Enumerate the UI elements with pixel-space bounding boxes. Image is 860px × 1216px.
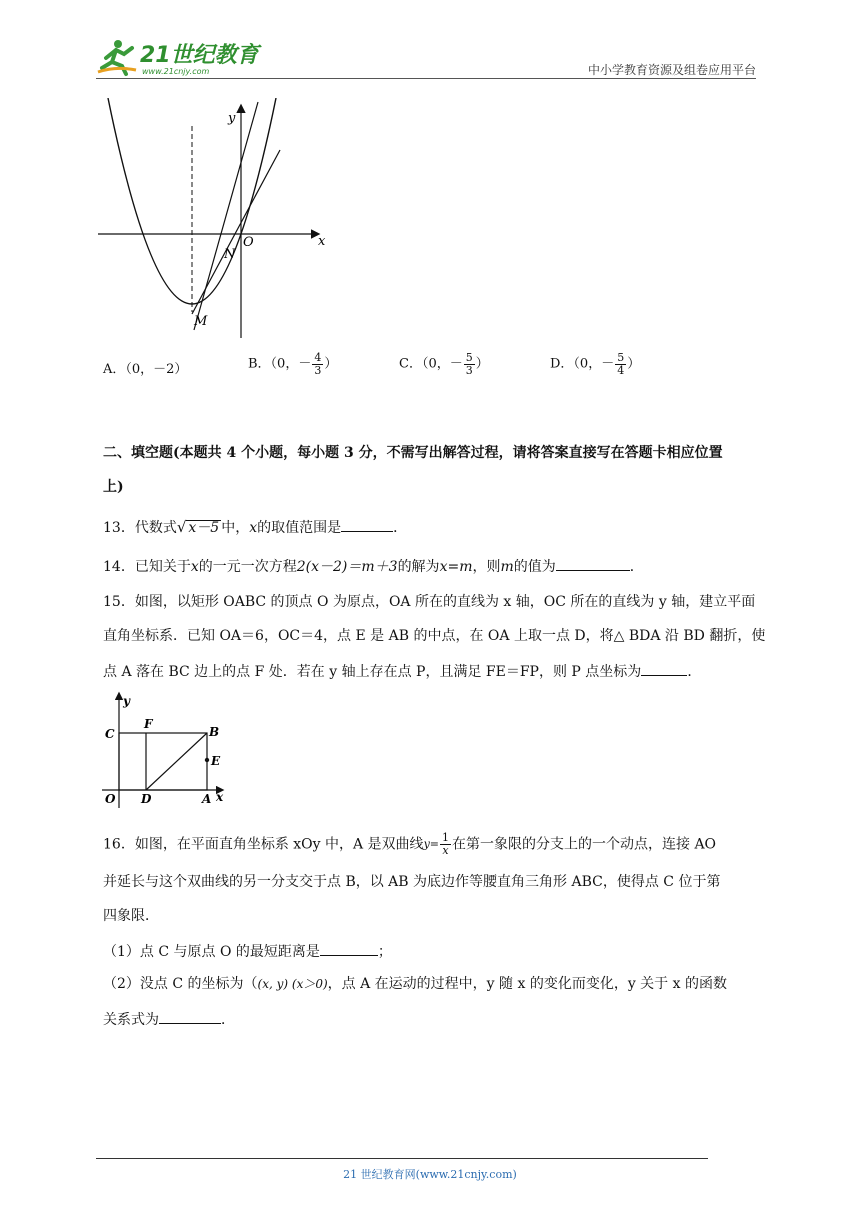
answer-blank-15 xyxy=(641,661,687,676)
answer-blank-13 xyxy=(341,517,393,532)
question-13: 13．代数式√ x－5 中，x的取值范围是 ． xyxy=(103,518,408,536)
site-logo xyxy=(96,36,266,80)
rectangle-figure xyxy=(100,690,230,810)
option-d: D．（0，－ $\frac{5}{4}$ ） xyxy=(550,351,641,377)
svg-text:www.21cnjy.com: www.21cnjy.com xyxy=(142,67,210,76)
svg-text:E: E xyxy=(211,754,221,768)
section-title-fill-in: 二、填空题(本题共 4 个小题，每小题 3 分，不需写出解答过程，请将答案直接写在答题卡相应位置 xyxy=(103,445,723,461)
question-14: 14．已知关于x的一元一次方程2(x－2)＝m＋3的解为x=m，则m的值为 ． xyxy=(103,556,644,576)
fig1-m-label: M xyxy=(194,314,208,329)
svg-text:F: F xyxy=(144,717,153,731)
parabola-figure xyxy=(96,98,336,342)
question-16-line3: 四象限． xyxy=(103,908,159,924)
svg-text:O: O xyxy=(105,792,116,806)
answer-blank-16-1 xyxy=(320,941,378,956)
svg-text:21世纪教育: 21世纪教育 xyxy=(140,43,259,68)
question-16-line1: 16．如图，在平面直角坐标系 xOy 中，A 是双曲线y= $\frac{1}{x}$ 在第一象限的分支上的一个动点，连接 AO xyxy=(103,831,717,857)
fig1-origin-label: O xyxy=(243,235,254,250)
fig1-n-label: N xyxy=(224,247,236,262)
runner-logo-icon xyxy=(96,36,266,80)
svg-text:A: A xyxy=(202,792,212,806)
header-divider xyxy=(96,78,756,79)
option-c: C．（0，－ $\frac{5}{3}$ ） xyxy=(399,351,489,377)
question-16-line2: 并延长与这个双曲线的另一分支交于点 B，以 AB 为底边作等腰直角三角形 ABC，使得点 C 位于第 xyxy=(103,874,721,890)
svg-text:x: x xyxy=(216,790,224,804)
section-title-cont: 上) xyxy=(103,479,124,495)
question-16-sub2: （2）没点 C 的坐标为（(x, y) (x＞0)，点 A 在运动的过程中，y 随 x 的变化而变化，y 关于 x 的函数 xyxy=(103,976,727,992)
question-15-line1: 15．如图，以矩形 OABC 的顶点 O 为原点，OA 所在的直线为 x 轴，OC 所在的直线为 y 轴，建立平面 xyxy=(103,594,756,610)
footer-link[interactable]: 21 世纪教育网(www.21cnjy.com) xyxy=(343,1168,517,1181)
svg-text:y: y xyxy=(123,694,130,708)
question-15-line3: 点 A 落在 BC 边上的点 F 处．若在 y 轴上存在点 P，且满足 FE＝FP，则 P 点坐标为 ． xyxy=(103,661,701,681)
question-15-line2: 直角坐标系．已知 OA＝6，OC＝4，点 E 是 AB 的中点，在 OA 上取一点 D，将△ BDA 沿 BD 翻折，使 xyxy=(103,628,766,644)
answer-blank-16-2 xyxy=(159,1009,221,1024)
question-16-sub2-line2: 关系式为 ． xyxy=(103,1009,235,1029)
footer-divider xyxy=(96,1158,708,1159)
svg-text:C: C xyxy=(105,727,115,741)
option-b: B．（0，－ $\frac{4}{3}$ ） xyxy=(248,351,338,377)
header-platform-text: 中小学教育资源及组卷应用平台 xyxy=(587,63,756,77)
question-16-sub1: （1）点 C 与原点 O 的最短距离是 ； xyxy=(103,941,392,961)
fig1-x-label: x xyxy=(318,234,326,249)
svg-text:D: D xyxy=(141,792,152,806)
option-a: A．（0，－2） xyxy=(103,362,188,377)
answer-blank-14 xyxy=(556,556,630,571)
svg-text:B: B xyxy=(209,725,220,739)
fig1-y-label: y xyxy=(228,111,236,126)
